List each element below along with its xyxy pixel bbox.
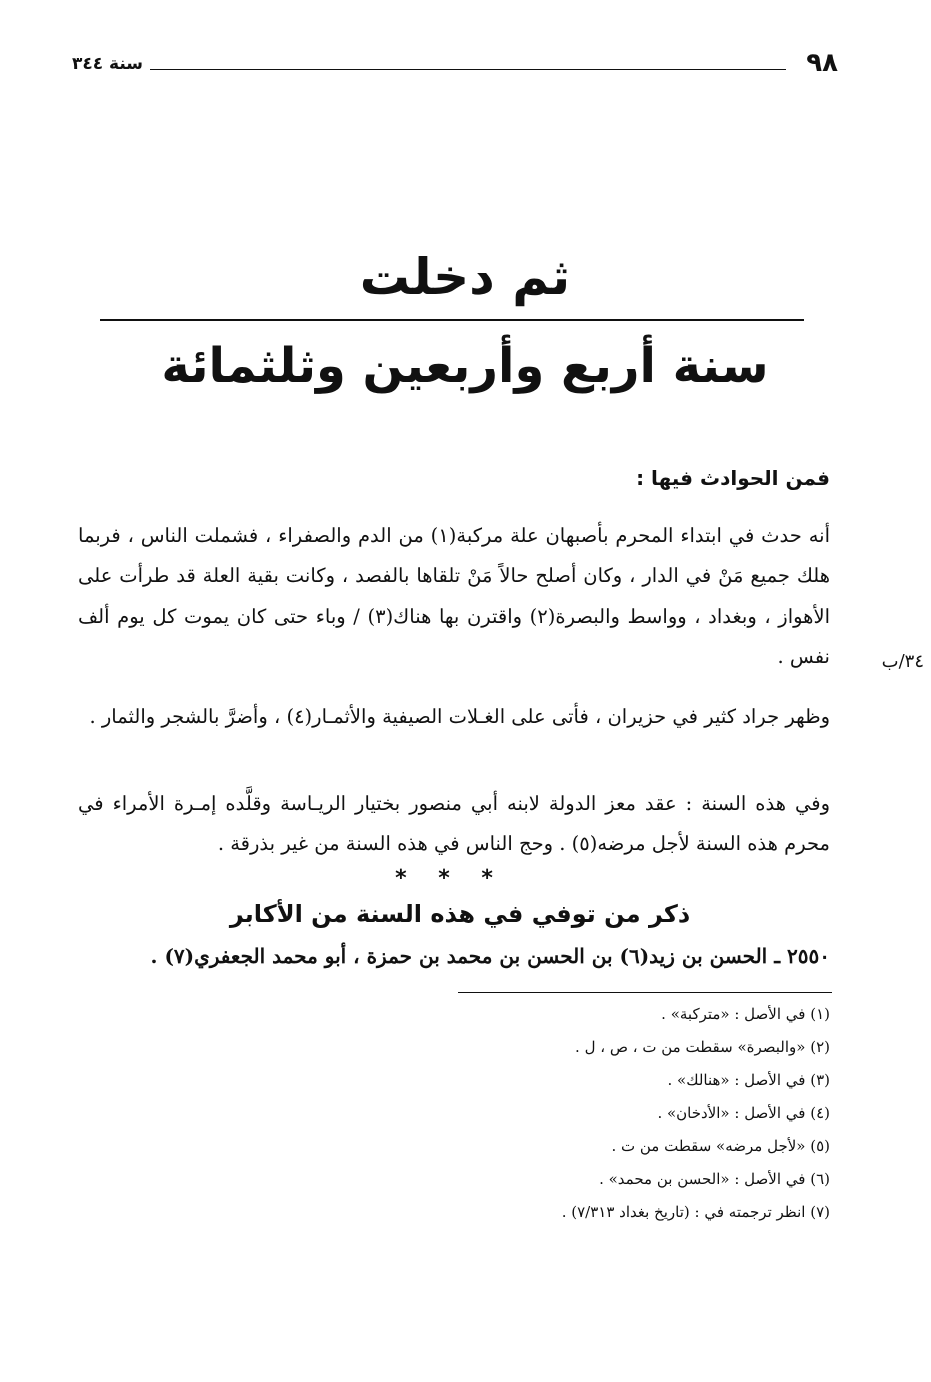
chapter-title-line-1: ثم دخلت [359, 248, 571, 306]
page-number: ٩٨ [806, 48, 838, 78]
footnote-4: (٤) في الأصل : «الأدخان» . [657, 1104, 830, 1122]
footnote-rule [458, 992, 832, 993]
paragraph-locusts: وظهر جراد كثير في حزيران ، فأتى على الغـلات الصيفية والأثمـار(٤) ، وأضرَّ بالشجر والثمار . [89, 705, 830, 728]
header-rule [150, 69, 786, 70]
chapter-title-line-2: سنة أربع وأربعين وثلثمائة [161, 338, 769, 394]
footnotes-list [300, 998, 830, 1229]
footnote-5: (٥) «لأجل مرضه» سقطت من ت . [611, 1137, 830, 1155]
paragraph-appointment: وفي هذه السنة : عقد معز الدولة لابنه أبي منصور بختيار الريـاسة وقلَّده إمـرة الأمراء في محرم هذه السنة لأجل مرضه(٥) . وحج الناس في هذه السنة من غير بذرقة . [78, 792, 830, 856]
events-intro: فمن الحوادث فيها : [636, 466, 830, 490]
obituaries-heading: ذكر من توفي في هذه السنة من الأكابر [229, 900, 691, 928]
footnote-3: (٣) في الأصل : «هنالك» . [667, 1071, 830, 1089]
running-header-year: سنة ٣٤٤ [72, 54, 144, 74]
footnote-1: (١) في الأصل : «متركبة» . [661, 1005, 830, 1023]
section-separator-stars: * * * [395, 866, 505, 891]
footnote-6: (٦) في الأصل : «الحسن بن محمد» . [599, 1170, 830, 1188]
title-divider [100, 319, 804, 321]
footnote-2: (٢) «والبصرة» سقطت من ت ، ص ، ل . [575, 1038, 830, 1056]
paragraph-epidemic: أنه حدث في ابتداء المحرم بأصبهان علة مركبة(١) من الدم والصفراء ، فشملت الناس ، فربما هلك جميع مَنْ في الدار ، وكان أصلح حالاً مَنْ تلقاها بالفصد ، وكانت بقية العلة قد طرأت على الأهواز ، وبغداد ، وواسط والبصرة(٢) واقترن بها هناك(٣) / وباء حتى كان يموت كل يوم ألف نفس . [78, 524, 831, 668]
footnote-7: (٧) انظر ترجمته في : (تاريخ بغداد ٧/٣١٣) . [561, 1203, 830, 1221]
biography-entry-2550: ٢٥٥٠ ـ الحسن بن زيد(٦) بن الحسن بن محمد بن حمزة ، أبو محمد الجعفري(٧) . [150, 944, 830, 968]
folio-margin-note: ٣٤/ب [881, 651, 924, 672]
